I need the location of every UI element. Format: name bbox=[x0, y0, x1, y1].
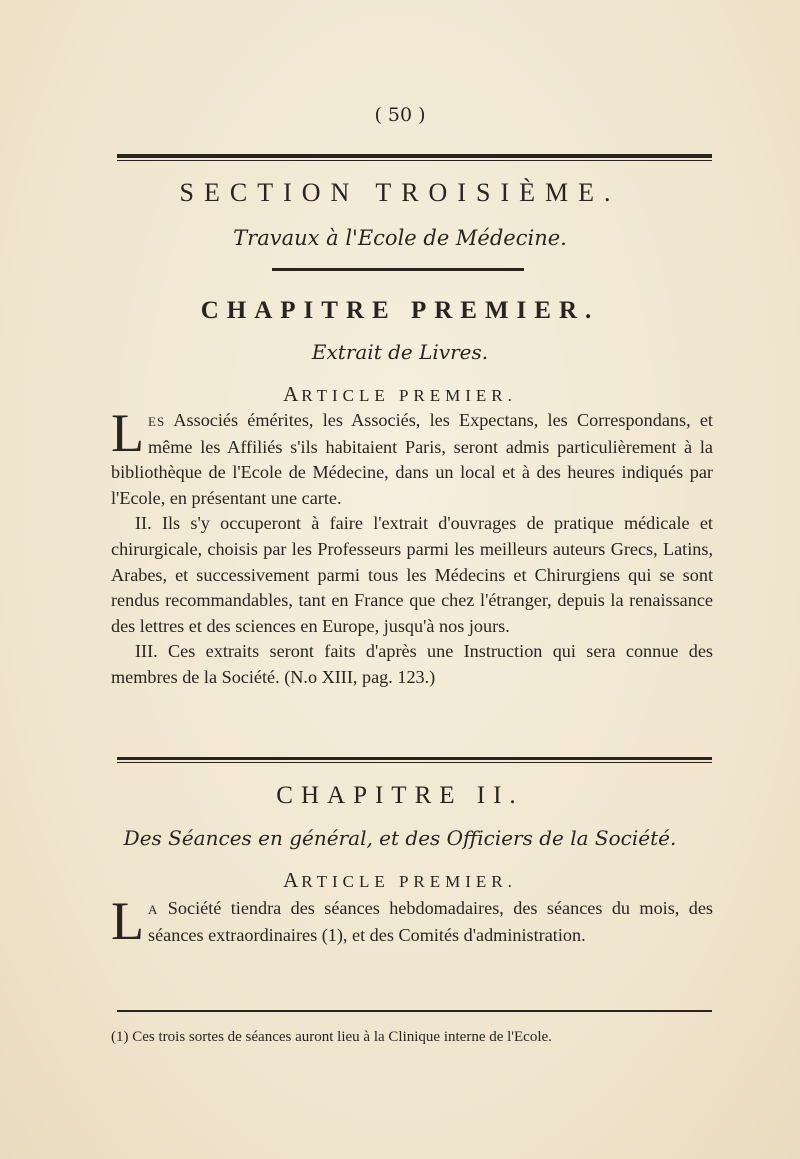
drop-cap: L bbox=[111, 891, 144, 951]
chapter-2-subtitle: Des Séances en général, et des Officiers de la Société. bbox=[123, 826, 677, 850]
footnote-rule bbox=[117, 1010, 712, 1012]
drop-cap-small: ES bbox=[148, 414, 166, 429]
section-title: SECTION TROISIÈME. bbox=[179, 178, 621, 207]
paragraph-text: Société tiendra des séances hebdomadaires, des séances du mois, des séances extraordinaires (1), et des Comités d'administration. bbox=[148, 898, 713, 945]
top-rule bbox=[117, 154, 712, 158]
chapter-divider-thin bbox=[117, 762, 712, 763]
paragraph-text: Associés émérites, les Associés, les Expectans, les Correspondans, et même les Affiliés s'ils habitaient Paris, seront admis particulièrement à la bibliothèque de l'Ecole de Médecine, dans un local et à des heures indiqués par l'Ecole, en présentant une carte. bbox=[111, 410, 713, 508]
chapter-1-title: CHAPITRE PREMIER. bbox=[200, 297, 600, 324]
article-rest: RTICLE PREMIER. bbox=[301, 386, 517, 405]
drop-cap-small: A bbox=[148, 902, 159, 917]
section-subtitle: Travaux à l'Ecole de Médecine. bbox=[233, 226, 567, 250]
chapter-divider bbox=[117, 757, 712, 760]
chapter-2-title: CHAPITRE II. bbox=[276, 782, 524, 809]
footnote: (1) Ces trois sortes de séances auront lieu à la Clinique interne de l'Ecole. bbox=[111, 1029, 552, 1045]
chapter-2-paragraph-1 bbox=[111, 891, 713, 951]
article-initial: A bbox=[283, 382, 302, 406]
chapter-1-paragraph-3: III. Ces extraits seront faits d'après une Instruction qui sera connue des membres de la Société. (N.o XIII, pag. 123.) bbox=[111, 641, 713, 687]
page-number: ( 50 ) bbox=[374, 104, 426, 126]
drop-cap: L bbox=[111, 403, 144, 463]
chapter-1-subtitle: Extrait de Livres. bbox=[311, 340, 489, 364]
chapter-1-paragraph-1 bbox=[111, 403, 713, 511]
article-rest: RTICLE PREMIER. bbox=[301, 872, 517, 891]
chapter-1-body bbox=[111, 403, 713, 691]
chapter-2-article-heading bbox=[0, 868, 800, 893]
section-divider bbox=[272, 268, 524, 271]
top-rule-thin bbox=[117, 160, 712, 161]
chapter-2-body bbox=[111, 891, 713, 951]
article-initial: A bbox=[283, 868, 302, 892]
chapter-1-paragraph-2: II. Ils s'y occuperont à faire l'extrait d'ouvrages de pratique médicale et chirurgicale, choisis par les Professeurs parmi les meilleurs auteurs Grecs, Latins, Arabes, et successivement parmi tous les Médecins et Chirurgiens qui se sont rendus recommandables, tant en France que chez l'étranger, depuis la renaissance des lettres et des sciences en Europe, jusqu'à nos jours. bbox=[111, 513, 713, 636]
